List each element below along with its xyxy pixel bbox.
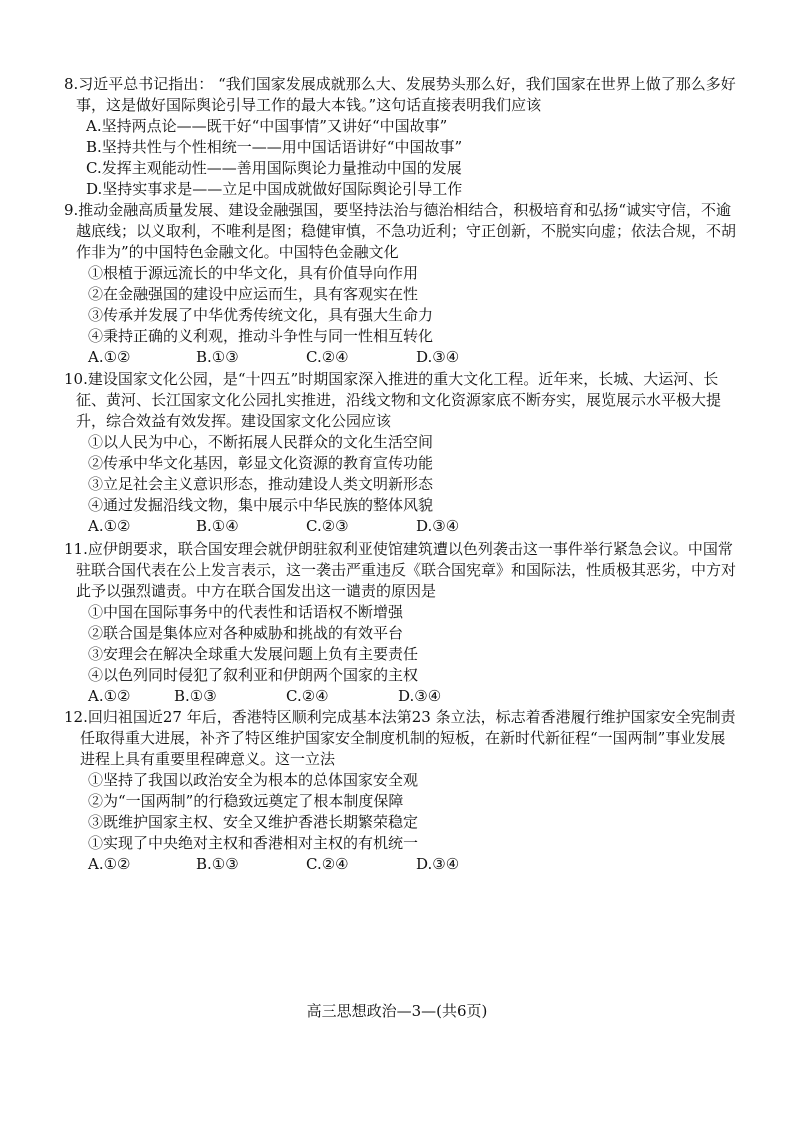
statement-4: ①实现了中央绝对主权和香港相对主权的有机统一 [88,834,419,852]
page-footer: 高三思想政治—3—(共6页) [306,1002,488,1020]
choice-b: B.①③ [196,348,239,366]
question-9 [64,200,736,368]
choice-a: A.①② [88,855,131,873]
choice-c: C.②③ [306,517,349,535]
option-d: D.坚持实事求是——立足中国成就做好国际舆论引导工作 [86,180,463,198]
statement-3: ③安理会在解决全球重大发展问题上负有主要责任 [88,645,419,663]
question-12 [64,707,736,875]
choice-a: A.①② [88,517,131,535]
choice-a: A.①② [88,687,131,705]
question-8 [64,74,736,200]
choice-b: B.①③ [174,687,217,705]
choice-b: B.①④ [196,517,239,535]
statement-1: ①以人民为中心，不断拓展人民群众的文化生活空间 [88,433,434,451]
choice-a: A.①② [88,348,131,366]
answer-choices [64,686,736,707]
question-stem: 8.习近平总书记指出： “我们国家发展成就那么大、发展势头那么好，我们国家在世界上做了那么多好事，这是做好国际舆论引导工作的最大本钱。”这句话直接表明我们应该 [64,75,736,114]
question-stem: 9.推动金融高质量发展、建设金融强国，要坚持法治与德治相结合，积极培育和弘扬“诚实守信，不逾越底线；以义取利，不唯利是图；稳健审慎，不急功近利；守正创新，不脱实向虚；依法合规，不胡作非为”的中国特色金融文化。中国特色金融文化 [64,201,737,261]
statement-2: ②联合国是集体应对各种威胁和挑战的有效平台 [88,624,404,642]
statement-list [64,432,736,516]
choice-b: B.①③ [196,855,239,873]
statement-3: ③既维护国家主权、安全又维护香港长期繁荣稳定 [88,813,419,831]
choice-c: C.②④ [306,855,349,873]
statement-1: ①中国在国际事务中的代表性和话语权不断增强 [88,603,404,621]
answer-choices [64,854,736,875]
question-11 [64,539,736,707]
choice-d: D.③④ [416,855,460,873]
answer-choices [64,347,736,368]
question-10 [64,369,736,537]
question-stem: 11.应伊朗要求，联合国安理会就伊朗驻叙利亚使馆建筑遭以色列袭击这一事件举行紧急会议。中国常驻联合国代表在公上发言表示，这一袭击严重违反《联合国宪章》和国际法，性质极其恶劣，中方对此予以强烈谴责。中方在联合国发出这一谴责的原因是 [64,540,737,600]
choice-c: C.②④ [286,687,329,705]
choice-c: C.②④ [306,348,349,366]
answer-choices [64,516,736,537]
option-c: C.发挥主观能动性——善用国际舆论力量推动中国的发展 [86,159,462,177]
statement-4: ④秉持正确的义利观，推动斗争性与同一性相互转化 [88,327,434,345]
statement-1: ①坚持了我国以政治安全为根本的总体国家安全观 [88,771,419,789]
statement-3: ③传承并发展了中华优秀传统文化，具有强大生命力 [88,306,434,324]
statement-list [64,770,736,854]
option-b: B.坚持共性与个性相统一——用中国话语讲好“中国故事” [86,138,463,156]
statement-list [64,602,736,686]
statement-list [64,263,736,347]
option-a: A.坚持两点论——既干好“中国事情”又讲好“中国故事” [86,117,448,135]
statement-2: ②传承中华文化基因，彰显文化资源的教育宣传功能 [88,454,434,472]
statement-2: ②在金融强国的建设中应运而生，具有客观实在性 [88,285,419,303]
choice-d: D.③④ [398,687,442,705]
choice-d: D.③④ [416,517,460,535]
statement-1: ①根植于源远流长的中华文化，具有价值导向作用 [88,264,419,282]
statement-3: ③立足社会主义意识形态，推动建设人类文明新形态 [88,475,434,493]
choice-d: D.③④ [416,348,460,366]
statement-4: ④以色列同时侵犯了叙利亚和伊朗两个国家的主权 [88,666,419,684]
statement-4: ④通过发掘沿线文物，集中展示中华民族的整体风貌 [88,496,434,514]
question-stem: 12.回归祖国近27 年后，香港特区顺利完成基本法第23 条立法，标志着香港履行维护国家安全宪制责任取得重大进展，补齐了特区维护国家安全制度机制的短板，在新时代新征程“一国两制”事业发展进程上具有重要里程碑意义。这一立法 [64,708,736,768]
statement-2: ②为“一国两制”的行稳致远奠定了根本制度保障 [88,792,404,810]
question-stem: 10.建设国家文化公园，是“十四五”时期国家深入推进的重大文化工程。近年来，长城、大运河、长征、黄河、长江国家文化公园扎实推进，沿线文物和文化资源家底不断夯实，展览展示水平极大提升，综合效益有效发挥。建设国家文化公园应该 [64,370,722,430]
